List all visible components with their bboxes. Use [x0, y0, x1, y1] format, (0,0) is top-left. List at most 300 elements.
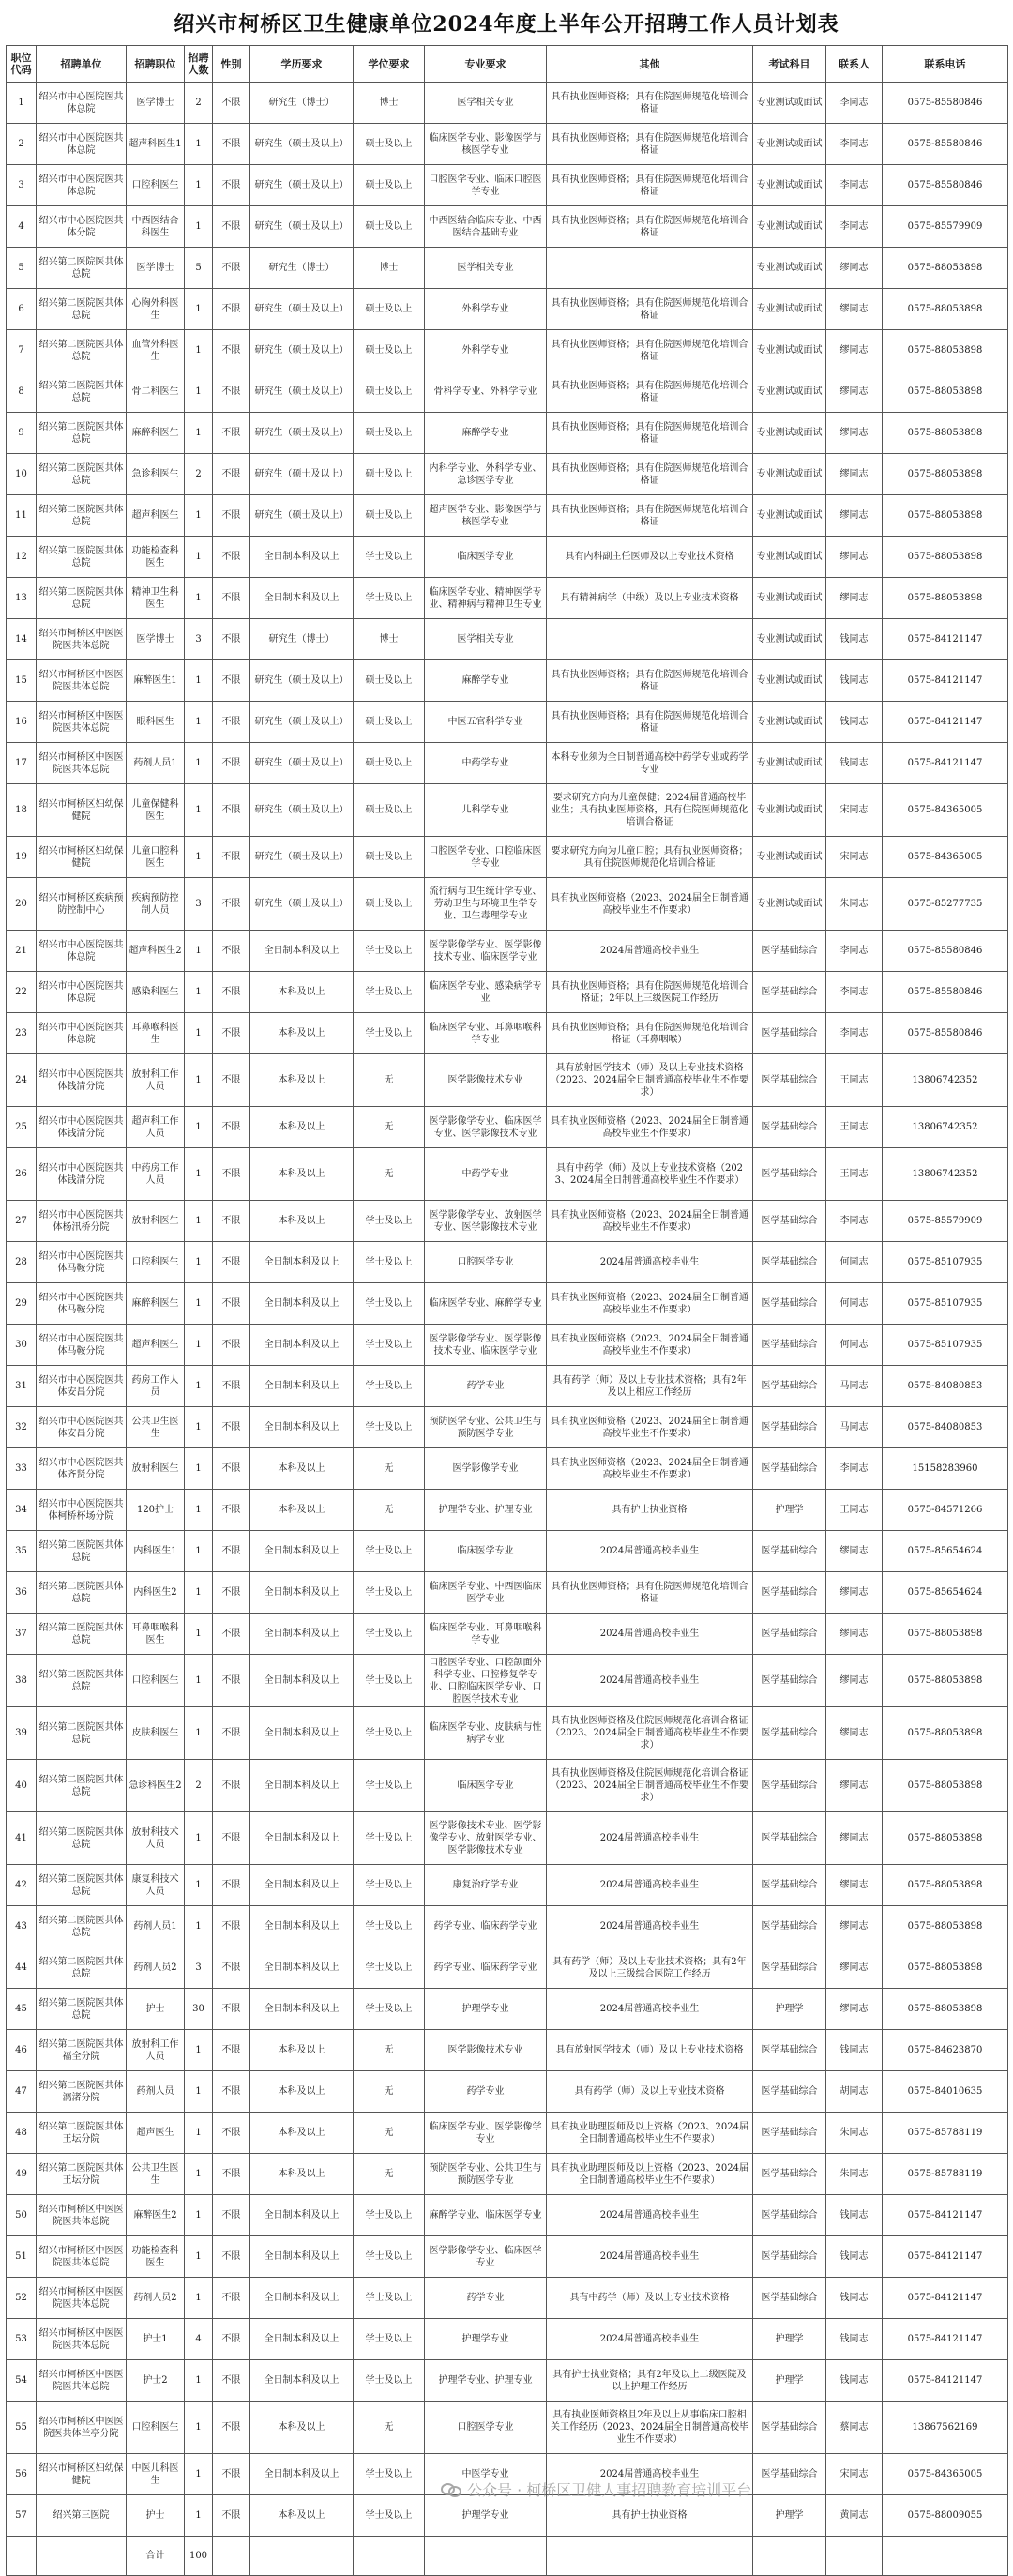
cell-employer: 绍兴市柯桥区中医医院医共体总院: [37, 619, 127, 660]
column-header: 考试科目: [753, 46, 826, 83]
cell-exam-subject: 医学基础综合: [753, 1812, 826, 1865]
cell-contact-person: 李同志: [826, 1448, 883, 1490]
cell-position: 内科医生1: [127, 1531, 185, 1572]
watermark: [441, 2477, 751, 2501]
cell-employer: 绍兴第二医院医共体王坛分院: [37, 2154, 127, 2195]
cell-other-requirements: 具有放射医学技术（师）及以上专业技术资格（2023、2024届全日制普通高校毕业生不作要求）: [547, 1054, 753, 1107]
cell-headcount: 1: [185, 2113, 213, 2154]
cell-position: 耳鼻喉科医生: [127, 1013, 185, 1054]
cell-position-code: 41: [7, 1812, 37, 1865]
cell-gender: 不限: [213, 578, 250, 619]
cell-gender: 不限: [213, 454, 250, 495]
watermark-text: 公众号 · 柯桥区卫健人事招聘教育培训平台: [467, 2480, 752, 2499]
cell-gender: 不限: [213, 2278, 250, 2319]
cell-employer: 绍兴市中心医院医共体杨汛桥分院: [37, 1201, 127, 1242]
cell-gender: 不限: [213, 878, 250, 931]
cell-position: 医学博士: [127, 619, 185, 660]
cell-gender: 不限: [213, 413, 250, 454]
cell-contact-phone: 0575-84121147: [883, 2278, 1008, 2319]
cell-exam-subject: 医学基础综合: [753, 972, 826, 1013]
cell-degree: 无: [354, 1054, 425, 1107]
cell-education: 全日制本科及以上: [250, 1655, 354, 1707]
wechat-icon: [441, 2481, 461, 2496]
cell-gender: 不限: [213, 1407, 250, 1448]
total-empty-cell: [753, 2537, 826, 2576]
cell-contact-person: 缪同志: [826, 1572, 883, 1614]
cell-exam-subject: 专业测试或面试: [753, 743, 826, 784]
cell-major: 护理学专业: [425, 2319, 547, 2360]
cell-headcount: 1: [185, 165, 213, 206]
cell-headcount: 1: [185, 972, 213, 1013]
table-row: [7, 702, 1008, 743]
cell-headcount: 1: [185, 1407, 213, 1448]
cell-contact-person: 缪同志: [826, 1865, 883, 1906]
cell-position: 口腔科医生: [127, 2402, 185, 2454]
cell-contact-person: 缪同志: [826, 1531, 883, 1572]
cell-position: 护士: [127, 2495, 185, 2537]
cell-employer: 绍兴市柯桥区中医医院医共体总院: [37, 2236, 127, 2278]
cell-other-requirements: 2024届普通高校毕业生: [547, 1614, 753, 1655]
cell-employer: 绍兴市中心医院医共体马鞍分院: [37, 1242, 127, 1283]
cell-headcount: 1: [185, 1490, 213, 1531]
cell-contact-phone: 0575-84121147: [883, 619, 1008, 660]
cell-other-requirements: 具有执业医师资格；具有住院医师规范化培训合格证: [547, 289, 753, 330]
table-row: [7, 1107, 1008, 1148]
cell-position-code: 23: [7, 1013, 37, 1054]
total-label: 合计: [127, 2537, 185, 2576]
cell-other-requirements: 具有执业医师资格；具有住院医师规范化培训合格证: [547, 660, 753, 702]
cell-headcount: 1: [185, 1242, 213, 1283]
cell-position-code: 10: [7, 454, 37, 495]
cell-headcount: 1: [185, 743, 213, 784]
cell-gender: 不限: [213, 2402, 250, 2454]
total-empty-cell: [354, 2537, 425, 2576]
cell-contact-person: 缪同志: [826, 248, 883, 289]
cell-other-requirements: 具有中药学（师）及以上专业技术资格（2023、2024届全日制普通高校毕业生不作要求）: [547, 1148, 753, 1201]
cell-headcount: 2: [185, 1760, 213, 1812]
cell-position: 护士: [127, 1989, 185, 2030]
cell-degree: 学士及以上: [354, 2195, 425, 2236]
table-row: [7, 495, 1008, 537]
cell-degree: 硕士及以上: [354, 743, 425, 784]
cell-major: 中药学专业: [425, 743, 547, 784]
cell-headcount: 1: [185, 2154, 213, 2195]
cell-degree: 学士及以上: [354, 1366, 425, 1407]
cell-headcount: 1: [185, 1906, 213, 1947]
cell-employer: 绍兴市柯桥区中医医院医共体总院: [37, 2319, 127, 2360]
cell-position: 儿童口腔科医生: [127, 837, 185, 878]
cell-position: 超声医生: [127, 2113, 185, 2154]
cell-position-code: 5: [7, 248, 37, 289]
cell-headcount: 30: [185, 1989, 213, 2030]
cell-contact-person: 朱同志: [826, 2113, 883, 2154]
cell-contact-person: 钱同志: [826, 743, 883, 784]
cell-gender: 不限: [213, 1614, 250, 1655]
cell-major: 外科学专业: [425, 289, 547, 330]
cell-other-requirements: 具有执业医师资格（2023、2024届全日制普通高校毕业生不作要求）: [547, 1407, 753, 1448]
cell-other-requirements: 2024届普通高校毕业生: [547, 1655, 753, 1707]
cell-position-code: 8: [7, 371, 37, 413]
cell-major: 临床医学专业、耳鼻咽喉科学专业: [425, 1614, 547, 1655]
cell-position: 放射科医生: [127, 1201, 185, 1242]
cell-exam-subject: 专业测试或面试: [753, 413, 826, 454]
cell-position-code: 12: [7, 537, 37, 578]
column-header: 招聘职位: [127, 46, 185, 83]
cell-contact-phone: 0575-88053898: [883, 1947, 1008, 1989]
cell-education: 全日制本科及以上: [250, 2236, 354, 2278]
cell-employer: 绍兴第二医院医共体王坛分院: [37, 2113, 127, 2154]
cell-exam-subject: 护理学: [753, 2360, 826, 2402]
cell-contact-person: 李同志: [826, 972, 883, 1013]
cell-employer: 绍兴第二医院医共体总院: [37, 248, 127, 289]
cell-education: 研究生（硕士及以上）: [250, 702, 354, 743]
cell-headcount: 1: [185, 2402, 213, 2454]
cell-exam-subject: 医学基础综合: [753, 1325, 826, 1366]
cell-other-requirements: 具有精神病学（中级）及以上专业技术资格: [547, 578, 753, 619]
cell-employer: 绍兴第二医院医共体总院: [37, 1812, 127, 1865]
cell-employer: 绍兴市中心医院医共体安昌分院: [37, 1407, 127, 1448]
cell-gender: 不限: [213, 1812, 250, 1865]
cell-position-code: 54: [7, 2360, 37, 2402]
total-empty-cell: [37, 2537, 127, 2576]
cell-degree: 学士及以上: [354, 1407, 425, 1448]
cell-exam-subject: 专业测试或面试: [753, 619, 826, 660]
cell-other-requirements: 要求研究方向为儿童保健；2024届普通高校毕业生；具有执业医师资格，具有住院医师规范化培训合格证: [547, 784, 753, 837]
cell-major: 中药学专业: [425, 1148, 547, 1201]
cell-degree: 学士及以上: [354, 1325, 425, 1366]
cell-employer: 绍兴市中心医院医共体总院: [37, 1013, 127, 1054]
cell-position: 放射科技术人员: [127, 1812, 185, 1865]
cell-position: 药剂人员1: [127, 1906, 185, 1947]
cell-position-code: 7: [7, 330, 37, 371]
cell-contact-phone: 0575-88053898: [883, 1614, 1008, 1655]
cell-headcount: 1: [185, 578, 213, 619]
cell-education: 研究生（硕士及以上）: [250, 837, 354, 878]
cell-position: 放射科医生: [127, 1448, 185, 1490]
cell-employer: 绍兴第二医院医共体总院: [37, 330, 127, 371]
cell-education: 研究生（硕士及以上）: [250, 289, 354, 330]
cell-contact-person: 李同志: [826, 165, 883, 206]
cell-major: 医学影像学专业、临床医学专业: [425, 2236, 547, 2278]
cell-position: 耳鼻咽喉科医生: [127, 1614, 185, 1655]
cell-headcount: 1: [185, 2236, 213, 2278]
cell-education: 研究生（硕士及以上）: [250, 743, 354, 784]
cell-position-code: 33: [7, 1448, 37, 1490]
cell-contact-phone: 0575-88053898: [883, 1707, 1008, 1760]
cell-position: 药剂人员2: [127, 1947, 185, 1989]
cell-exam-subject: 专业测试或面试: [753, 702, 826, 743]
cell-contact-person: 缪同志: [826, 578, 883, 619]
cell-position: 中医儿科医生: [127, 2454, 185, 2495]
cell-employer: 绍兴第二医院医共体总院: [37, 413, 127, 454]
cell-education: 本科及以上: [250, 2154, 354, 2195]
cell-exam-subject: 医学基础综合: [753, 1407, 826, 1448]
table-row: [7, 289, 1008, 330]
cell-position-code: 36: [7, 1572, 37, 1614]
cell-degree: 博士: [354, 83, 425, 124]
column-header: 性别: [213, 46, 250, 83]
cell-contact-person: 李同志: [826, 124, 883, 165]
table-row: [7, 1490, 1008, 1531]
cell-employer: 绍兴第二医院医共体总院: [37, 371, 127, 413]
cell-gender: 不限: [213, 1201, 250, 1242]
cell-other-requirements: 具有执业医师资格（2023、2024届全日制普通高校毕业生不作要求）: [547, 1325, 753, 1366]
cell-education: 全日制本科及以上: [250, 1707, 354, 1760]
cell-major: 临床医学专业: [425, 537, 547, 578]
cell-degree: 学士及以上: [354, 1614, 425, 1655]
cell-major: 护理学专业、护理专业: [425, 1490, 547, 1531]
cell-exam-subject: 医学基础综合: [753, 2402, 826, 2454]
cell-education: 本科及以上: [250, 1148, 354, 1201]
cell-other-requirements: 具有执业医师资格（2023、2024届全日制普通高校毕业生不作要求）: [547, 1283, 753, 1325]
cell-employer: 绍兴市中心医院医共体马鞍分院: [37, 1283, 127, 1325]
cell-exam-subject: 护理学: [753, 2319, 826, 2360]
cell-education: 全日制本科及以上: [250, 1989, 354, 2030]
cell-position: 药房工作人员: [127, 1366, 185, 1407]
cell-gender: 不限: [213, 702, 250, 743]
cell-position-code: 35: [7, 1531, 37, 1572]
cell-gender: 不限: [213, 1865, 250, 1906]
total-empty-cell: [425, 2537, 547, 2576]
cell-degree: 学士及以上: [354, 1201, 425, 1242]
cell-contact-phone: 0575-84365005: [883, 837, 1008, 878]
cell-employer: 绍兴市中心医院医共体总院: [37, 124, 127, 165]
cell-contact-person: 何同志: [826, 1325, 883, 1366]
cell-headcount: 1: [185, 537, 213, 578]
cell-other-requirements: 具有执业医师资格；具有住院医师规范化培训合格证（耳鼻咽喉）: [547, 1013, 753, 1054]
cell-position-code: 1: [7, 83, 37, 124]
cell-degree: 硕士及以上: [354, 124, 425, 165]
cell-education: 研究生（硕士及以上）: [250, 454, 354, 495]
cell-contact-phone: 0575-85654624: [883, 1531, 1008, 1572]
cell-exam-subject: 医学基础综合: [753, 1531, 826, 1572]
cell-headcount: 1: [185, 2071, 213, 2113]
cell-employer: 绍兴第二医院医共体总院: [37, 1989, 127, 2030]
cell-exam-subject: 专业测试或面试: [753, 537, 826, 578]
total-empty-cell: [826, 2537, 883, 2576]
cell-employer: 绍兴市柯桥区中医医院医共体总院: [37, 2360, 127, 2402]
cell-degree: 硕士及以上: [354, 454, 425, 495]
cell-contact-person: 朱同志: [826, 878, 883, 931]
cell-exam-subject: 护理学: [753, 1490, 826, 1531]
cell-contact-phone: 0575-84365005: [883, 2454, 1008, 2495]
cell-position: 药剂人员2: [127, 2278, 185, 2319]
cell-contact-phone: 0575-85580846: [883, 165, 1008, 206]
cell-major: 中医五官科学专业: [425, 702, 547, 743]
cell-position-code: 46: [7, 2030, 37, 2071]
table-row: [7, 248, 1008, 289]
cell-education: 研究生（硕士及以上）: [250, 371, 354, 413]
cell-education: 全日制本科及以上: [250, 1865, 354, 1906]
cell-position-code: 42: [7, 1865, 37, 1906]
cell-contact-phone: 0575-85580846: [883, 1013, 1008, 1054]
cell-gender: 不限: [213, 165, 250, 206]
cell-contact-phone: 0575-88053898: [883, 1989, 1008, 2030]
cell-exam-subject: 医学基础综合: [753, 1242, 826, 1283]
cell-education: 研究生（博士）: [250, 619, 354, 660]
cell-contact-phone: 0575-85654624: [883, 1572, 1008, 1614]
cell-major: 护理学专业、护理专业: [425, 2360, 547, 2402]
cell-exam-subject: 专业测试或面试: [753, 248, 826, 289]
cell-degree: 学士及以上: [354, 972, 425, 1013]
cell-gender: 不限: [213, 2113, 250, 2154]
column-header: 专业要求: [425, 46, 547, 83]
cell-contact-person: 黄同志: [826, 2495, 883, 2537]
cell-position-code: 20: [7, 878, 37, 931]
cell-other-requirements: [547, 248, 753, 289]
cell-major: 药学专业: [425, 2071, 547, 2113]
cell-headcount: 1: [185, 1054, 213, 1107]
cell-contact-phone: 0575-88053898: [883, 248, 1008, 289]
cell-major: 临床医学专业、中西医临床医学专业: [425, 1572, 547, 1614]
cell-position: 放射科工作人员: [127, 2030, 185, 2071]
total-empty-cell: [547, 2537, 753, 2576]
cell-contact-person: 缪同志: [826, 1655, 883, 1707]
cell-contact-person: 李同志: [826, 931, 883, 972]
cell-headcount: 1: [185, 1865, 213, 1906]
cell-employer: 绍兴市中心医院医共体总院: [37, 931, 127, 972]
table-row: [7, 413, 1008, 454]
cell-gender: 不限: [213, 371, 250, 413]
cell-exam-subject: 医学基础综合: [753, 2030, 826, 2071]
cell-degree: 硕士及以上: [354, 289, 425, 330]
cell-education: 全日制本科及以上: [250, 1614, 354, 1655]
cell-education: 研究生（博士）: [250, 83, 354, 124]
cell-position: 心胸外科医生: [127, 289, 185, 330]
cell-position: 康复科技术人员: [127, 1865, 185, 1906]
total-count: 100: [185, 2537, 213, 2576]
cell-position-code: 15: [7, 660, 37, 702]
cell-contact-phone: 0575-88053898: [883, 1760, 1008, 1812]
cell-position-code: 37: [7, 1614, 37, 1655]
cell-major: 超声医学专业、影像医学与核医学专业: [425, 495, 547, 537]
cell-contact-phone: 0575-84121147: [883, 702, 1008, 743]
cell-position: 公共卫生医生: [127, 1407, 185, 1448]
table-row: [7, 1407, 1008, 1448]
cell-position-code: 47: [7, 2071, 37, 2113]
cell-position-code: 44: [7, 1947, 37, 1989]
cell-major: 儿科学专业: [425, 784, 547, 837]
cell-exam-subject: 医学基础综合: [753, 1448, 826, 1490]
cell-employer: 绍兴第三医院: [37, 2495, 127, 2537]
cell-degree: 学士及以上: [354, 1707, 425, 1760]
table-row: [7, 784, 1008, 837]
cell-gender: 不限: [213, 537, 250, 578]
cell-major: 药学专业: [425, 1366, 547, 1407]
cell-employer: 绍兴第二医院医共体总院: [37, 454, 127, 495]
cell-contact-phone: 0575-88053898: [883, 1812, 1008, 1865]
cell-gender: 不限: [213, 972, 250, 1013]
cell-employer: 绍兴第二医院医共体总院: [37, 537, 127, 578]
cell-major: 内科学专业、外科学专业、急诊医学专业: [425, 454, 547, 495]
table-row: [7, 1448, 1008, 1490]
column-header: 职位代码: [7, 46, 37, 83]
cell-degree: 硕士及以上: [354, 495, 425, 537]
cell-contact-person: 缪同志: [826, 1614, 883, 1655]
cell-position: 功能检查科医生: [127, 2236, 185, 2278]
cell-degree: 无: [354, 2113, 425, 2154]
cell-other-requirements: 具有药学（师）及以上专业技术资格；具有2年及以上相应工作经历: [547, 1366, 753, 1407]
cell-employer: 绍兴市中心医院医共体柯桥杯场分院: [37, 1490, 127, 1531]
cell-contact-person: 何同志: [826, 1283, 883, 1325]
table-row: [7, 1054, 1008, 1107]
cell-gender: 不限: [213, 2030, 250, 2071]
cell-contact-person: 李同志: [826, 1201, 883, 1242]
cell-position-code: 27: [7, 1201, 37, 1242]
cell-other-requirements: 具有执业医师资格且2年及以上从事临床口腔相关工作经历（2023、2024届全日制普通高校毕业生不作要求）: [547, 2402, 753, 2454]
table-row: [7, 1947, 1008, 1989]
cell-employer: 绍兴市柯桥区中医医院医共体总院: [37, 660, 127, 702]
cell-gender: 不限: [213, 1760, 250, 1812]
table-row: [7, 2402, 1008, 2454]
cell-position: 口腔科医生: [127, 1242, 185, 1283]
cell-other-requirements: 具有执业助理医师及以上资格（2023、2024届全日制普通高校毕业生不作要求）: [547, 2154, 753, 2195]
cell-contact-person: 钱同志: [826, 2319, 883, 2360]
cell-education: 研究生（硕士及以上）: [250, 206, 354, 248]
cell-contact-phone: 0575-88053898: [883, 1655, 1008, 1707]
table-row: [7, 2071, 1008, 2113]
table-row: [7, 330, 1008, 371]
cell-other-requirements: 具有执业医师资格（2023、2024届全日制普通高校毕业生不作要求）: [547, 878, 753, 931]
cell-contact-person: 朱同志: [826, 2154, 883, 2195]
cell-contact-phone: 0575-85580846: [883, 124, 1008, 165]
cell-contact-person: 王同志: [826, 1054, 883, 1107]
cell-headcount: 3: [185, 1947, 213, 1989]
cell-contact-person: 马同志: [826, 1366, 883, 1407]
cell-major: 预防医学专业、公共卫生与预防医学专业: [425, 1407, 547, 1448]
cell-employer: 绍兴第二医院医共体总院: [37, 1614, 127, 1655]
cell-degree: 学士及以上: [354, 2319, 425, 2360]
cell-employer: 绍兴市中心医院医共体总院: [37, 165, 127, 206]
cell-gender: 不限: [213, 495, 250, 537]
cell-major: 中医学专业: [425, 2454, 547, 2495]
cell-degree: 硕士及以上: [354, 206, 425, 248]
cell-position-code: 16: [7, 702, 37, 743]
table-row: [7, 1655, 1008, 1707]
cell-contact-phone: 0575-84365005: [883, 784, 1008, 837]
cell-other-requirements: 具有执业医师资格；具有住院医师规范化培训合格证: [547, 1572, 753, 1614]
cell-contact-person: 钱同志: [826, 660, 883, 702]
cell-position: 医学博士: [127, 83, 185, 124]
table-row: [7, 878, 1008, 931]
cell-gender: 不限: [213, 2195, 250, 2236]
cell-employer: 绍兴市中心医院医共体安昌分院: [37, 1366, 127, 1407]
cell-degree: 学士及以上: [354, 578, 425, 619]
cell-contact-phone: 0575-85107935: [883, 1242, 1008, 1283]
cell-major: 临床医学专业、感染病学专业: [425, 972, 547, 1013]
cell-exam-subject: 医学基础综合: [753, 1906, 826, 1947]
cell-other-requirements: 具有执业医师资格；具有住院医师规范化培训合格证: [547, 124, 753, 165]
cell-position: 120护士: [127, 1490, 185, 1531]
cell-position: 口腔科医生: [127, 1655, 185, 1707]
cell-contact-person: 胡同志: [826, 2071, 883, 2113]
cell-contact-person: 缪同志: [826, 1906, 883, 1947]
cell-degree: 学士及以上: [354, 2236, 425, 2278]
cell-position: 精神卫生科医生: [127, 578, 185, 619]
cell-contact-person: 钱同志: [826, 2278, 883, 2319]
cell-contact-phone: 0575-88053898: [883, 330, 1008, 371]
cell-other-requirements: 具有执业医师资格；具有住院医师规范化培训合格证: [547, 206, 753, 248]
cell-position: 药剂人员: [127, 2071, 185, 2113]
cell-major: 医学相关专业: [425, 248, 547, 289]
cell-major: 口腔医学专业: [425, 1242, 547, 1283]
table-row: [7, 124, 1008, 165]
cell-major: 药学专业: [425, 2278, 547, 2319]
table-row: [7, 2360, 1008, 2402]
cell-education: 本科及以上: [250, 2113, 354, 2154]
cell-exam-subject: 医学基础综合: [753, 1283, 826, 1325]
cell-major: 临床医学专业、医学影像学专业: [425, 2113, 547, 2154]
